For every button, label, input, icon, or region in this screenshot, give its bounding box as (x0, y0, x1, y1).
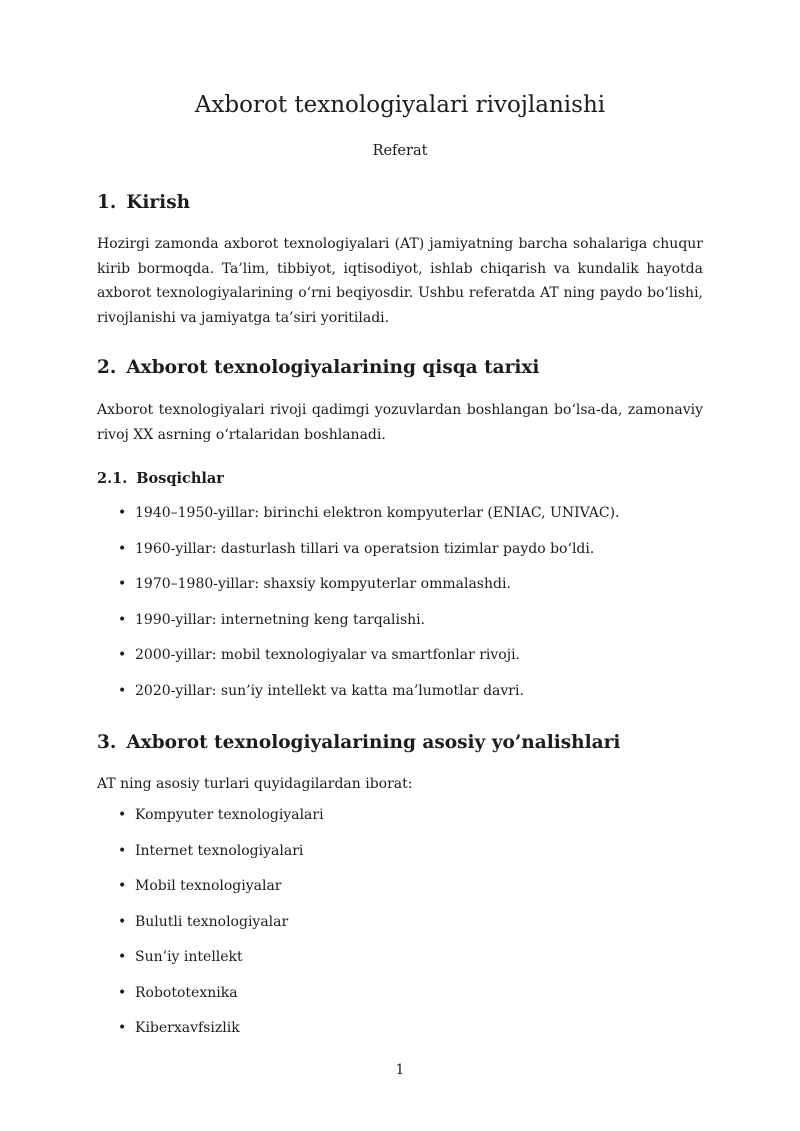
history-paragraph: Axborot texnologiyalari rivoji qadimgi yozuvlardan boshlangan bo‘lsa-da, zamonaviy rivoj XX asrning o‘rtalaridan boshlanadi. (97, 402, 703, 443)
list-item (118, 841, 303, 861)
list-item-text: 2020-yillar: sun’iy intellekt va katta ma’lumotlar davri. (135, 683, 524, 699)
subsection-heading-stages (97, 468, 224, 490)
bullet-icon: • (118, 541, 127, 557)
list-item-text: 2000-yillar: mobil texnologiyalar va smartfonlar rivoji. (135, 647, 520, 663)
list-item-text: Robototexnika (135, 985, 238, 1001)
document-subtitle: Referat (372, 143, 428, 159)
list-item (118, 983, 238, 1003)
list-item-text: Mobil texnologiyalar (135, 878, 282, 894)
list-item (118, 610, 425, 630)
subsection-title: Bosqichlar (136, 470, 224, 487)
bullet-icon: • (118, 878, 127, 894)
page-number: 1 (395, 1062, 405, 1078)
bullet-icon: • (118, 505, 127, 521)
bullet-icon: • (118, 647, 127, 663)
intro-paragraph: Hozirgi zamonda axborot texnologiyalari (AT) jamiyatning barcha sohalariga chuqur kirib bormoqda. Ta’lim, tibbiyot, iqtisodiyot, ishlab chiqarish va kundalik hayotda axborot texnologiyalarining o‘rni beqiyosdir. Ushbu referatda AT ning paydo bo‘lishi, rivojlanishi va jamiyatga ta’siri yoritiladi. (97, 236, 703, 326)
list-item (118, 645, 520, 665)
list-item (118, 805, 324, 825)
list-item (118, 947, 243, 967)
list-item (118, 574, 511, 594)
list-item-text: 1990-yillar: internetning keng tarqalishi. (135, 612, 426, 628)
list-item (118, 681, 524, 701)
list-item-text: 1940–1950-yillar: birinchi elektron kompyuterlar (ENIAC, UNIVAC). (135, 505, 620, 521)
bullet-icon: • (118, 612, 127, 628)
bullet-icon: • (118, 914, 127, 930)
list-item-text: Kompyuter texnologiyalari (135, 807, 324, 823)
section-number: 1. (97, 192, 117, 213)
bullet-icon: • (118, 843, 127, 859)
list-item-text: Bulutli texnologiyalar (135, 914, 289, 930)
section-number: 2. (97, 357, 117, 378)
list-item (118, 539, 594, 559)
list-item-text: 1960-yillar: dasturlash tillari va operatsion tizimlar paydo bo‘ldi. (135, 541, 595, 557)
document-title: Axborot texnologiyalari rivojlanishi (194, 92, 606, 118)
directions-intro: AT ning asosiy turlari quyidagilardan iborat: (97, 776, 413, 792)
section-title: Axborot texnologiyalarining qisqa tarixi (126, 357, 540, 378)
section-heading-history (97, 355, 539, 381)
list-item (118, 876, 282, 896)
list-item-text: Internet texnologiyalari (135, 843, 304, 859)
subsection-number: 2.1. (97, 470, 128, 487)
list-item-text: Kiberxavfsizlik (135, 1020, 240, 1036)
bullet-icon: • (118, 949, 127, 965)
section-title: Axborot texnologiyalarining asosiy yo’nalishlari (126, 732, 621, 753)
bullet-icon: • (118, 807, 127, 823)
list-item (118, 503, 620, 523)
bullet-icon: • (118, 576, 127, 592)
bullet-icon: • (118, 985, 127, 1001)
list-item-text: Sun’iy intellekt (135, 949, 243, 965)
bullet-icon: • (118, 1020, 127, 1036)
section-number: 3. (97, 732, 117, 753)
section-title: Kirish (126, 192, 191, 213)
list-item (118, 912, 288, 932)
section-heading-kirish (97, 190, 190, 216)
section-heading-directions (97, 730, 620, 756)
list-item (118, 1018, 240, 1038)
list-item-text: 1970–1980-yillar: shaxsiy kompyuterlar ommalashdi. (135, 576, 511, 592)
bullet-icon: • (118, 683, 127, 699)
